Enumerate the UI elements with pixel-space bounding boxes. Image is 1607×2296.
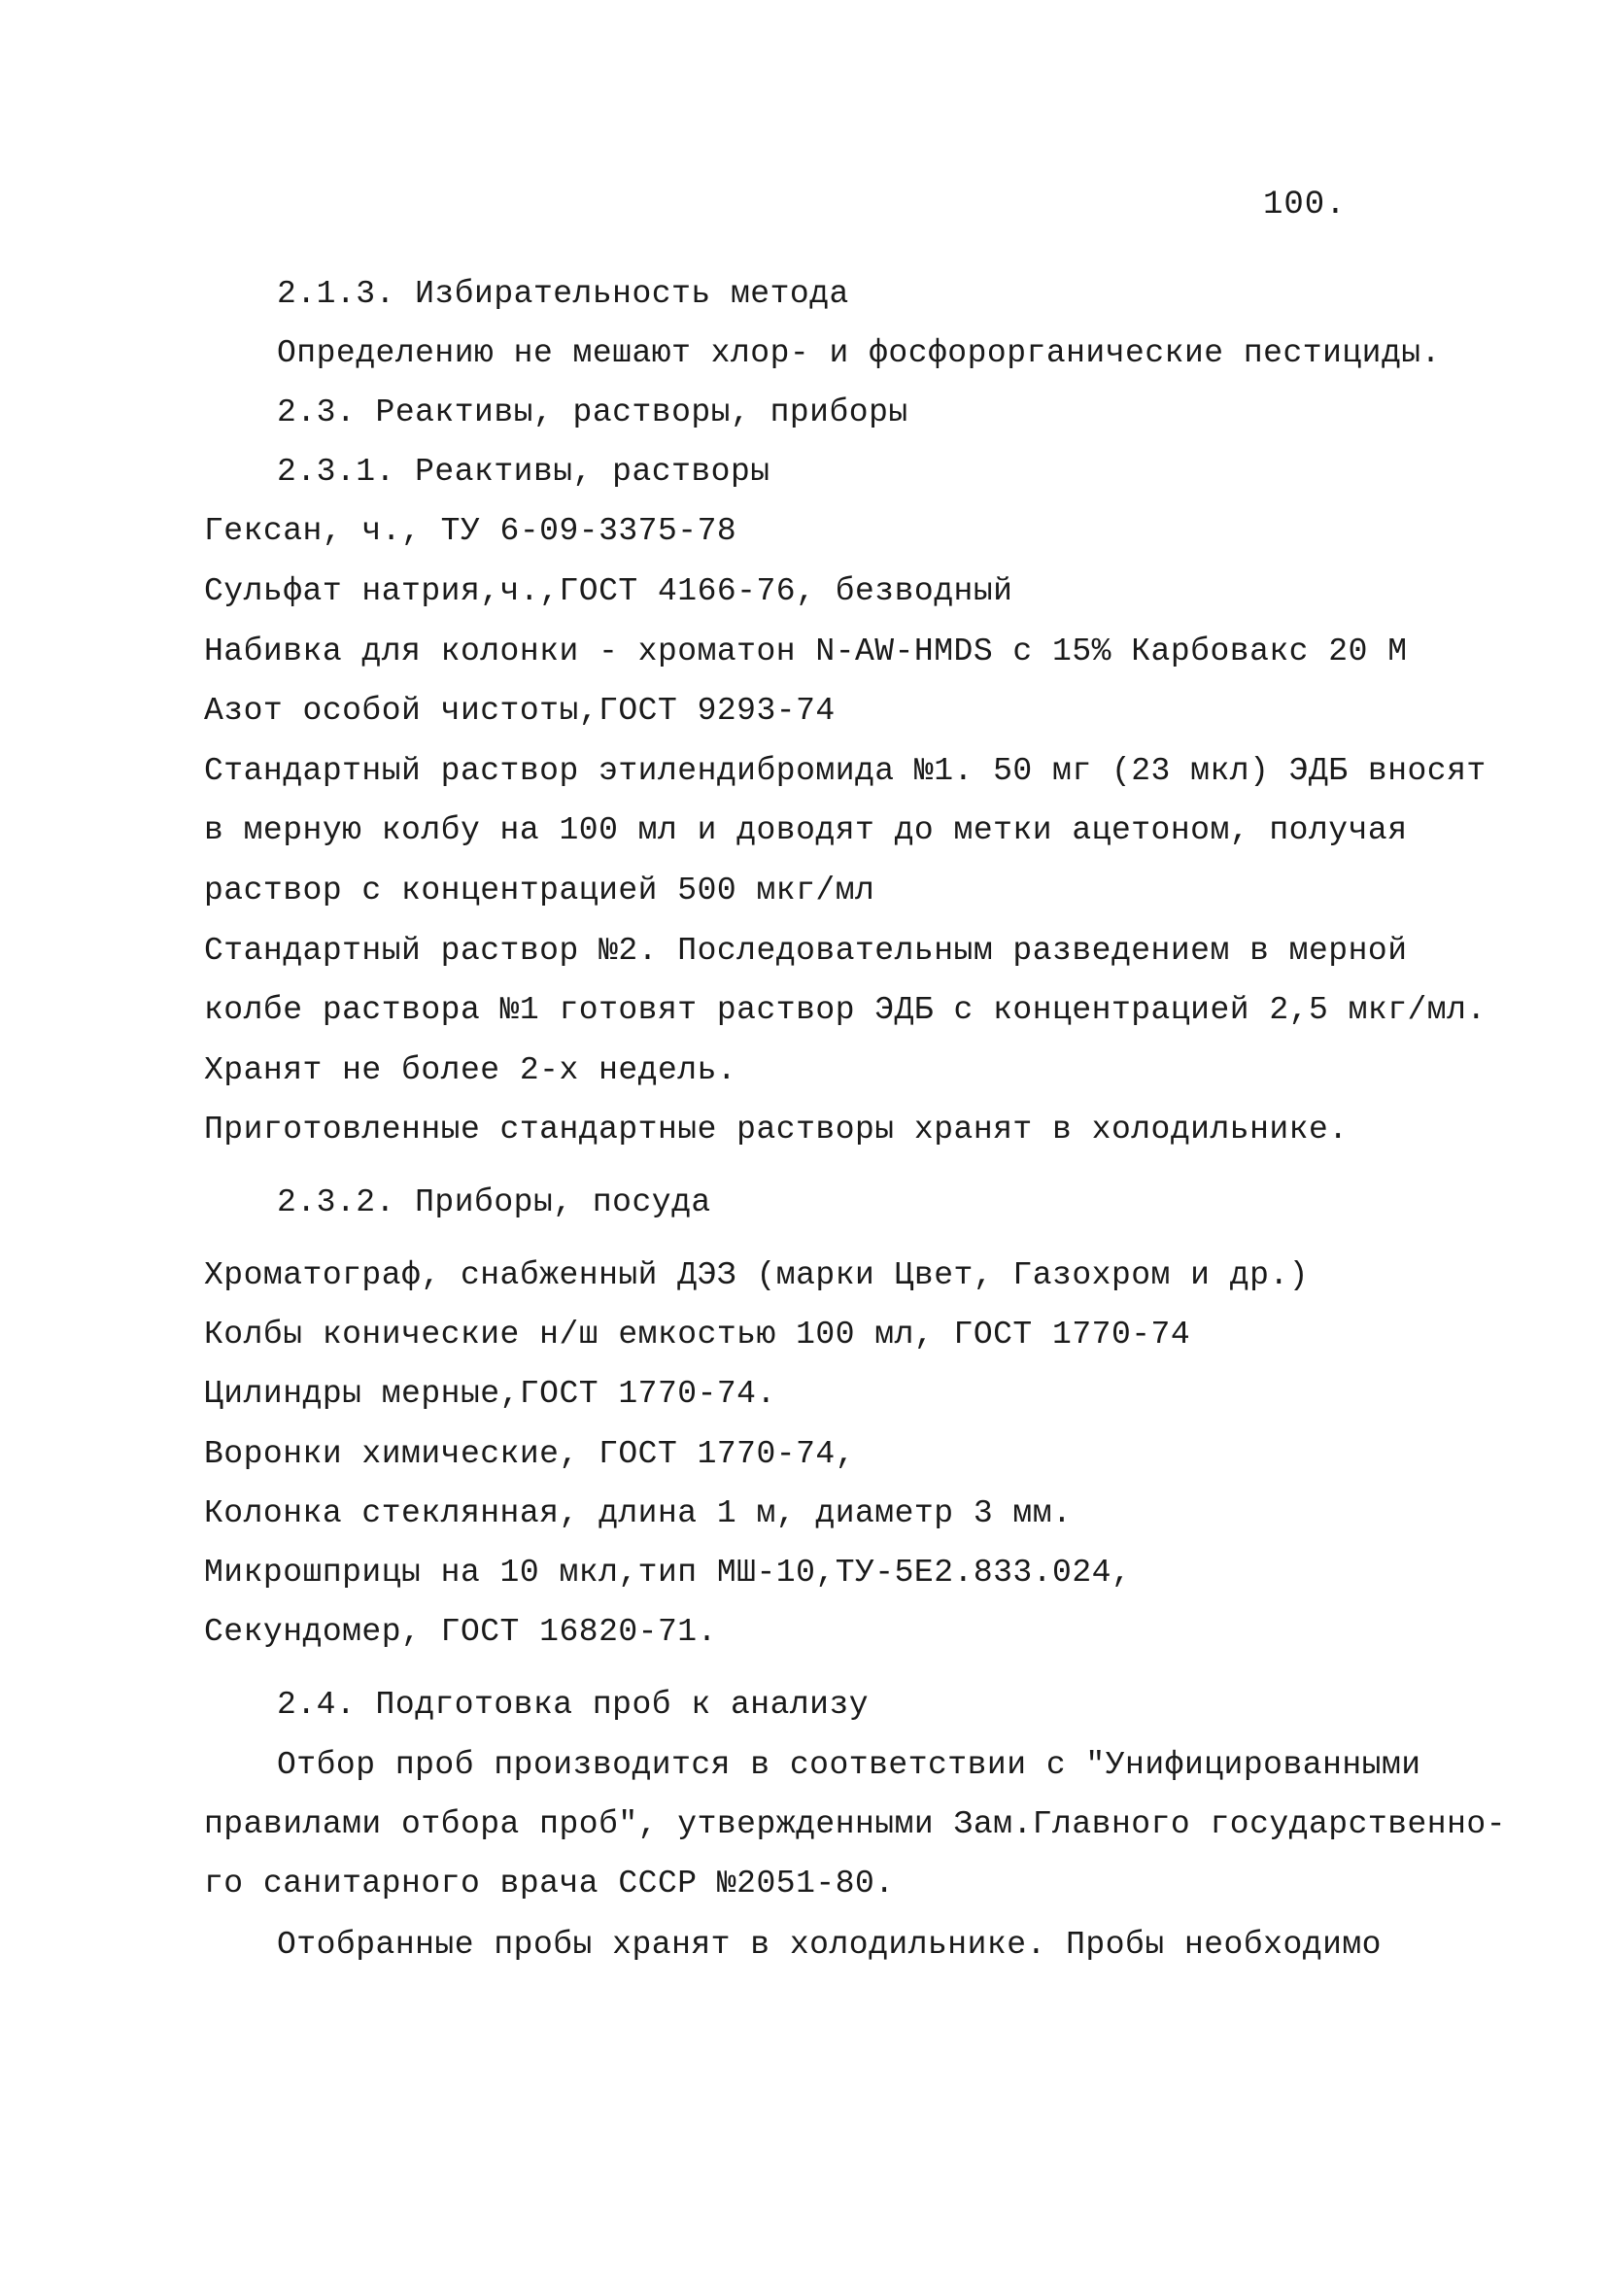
equipment-line: Микрошприцы на 10 мкл,тип МШ-10,ТУ-5Е2.833.024, xyxy=(204,1555,1132,1591)
paragraph-line: Отбор проб производится в соответствии с "Унифицированными xyxy=(277,1747,1421,1783)
section-heading-2-1-3: 2.1.3. Избирательность метода xyxy=(277,276,849,312)
section-heading-2-3-1: 2.3.1. Реактивы, растворы xyxy=(277,454,770,490)
paragraph-line: го санитарного врача СССР №2051-80. xyxy=(204,1866,895,1902)
reagent-line: Азот особой чистоты,ГОСТ 9293-74 xyxy=(204,693,836,729)
paragraph-line: правилами отбора проб", утвержденными Зам.Главного государственно- xyxy=(204,1806,1507,1842)
paragraph-line: раствор с концентрацией 500 мкг/мл xyxy=(204,873,875,908)
reagent-line: Набивка для колонки - хроматон N-AW-HMDS с 15% Карбовакс 20 М xyxy=(204,634,1408,669)
section-heading-2-3-2: 2.3.2. Приборы, посуда xyxy=(277,1184,711,1220)
paragraph-line: Отобранные пробы хранят в холодильнике. Пробы необходимо xyxy=(277,1927,1382,1963)
page-number: 100. xyxy=(1263,187,1347,223)
equipment-line: Хроматограф, снабженный ДЭЗ (марки Цвет, Газохром и др.) xyxy=(204,1257,1309,1293)
paragraph-line: Стандартный раствор этилендибромида №1. 50 мг (23 мкл) ЭДБ вносят xyxy=(204,753,1487,789)
equipment-line: Воронки химические, ГОСТ 1770-74, xyxy=(204,1436,856,1472)
paragraph-line: Приготовленные стандартные растворы хранят в холодильнике. xyxy=(204,1112,1349,1148)
equipment-line: Колбы конические н/ш емкостью 100 мл, ГОСТ 1770-74 xyxy=(204,1317,1191,1353)
paragraph-line: Стандартный раствор №2. Последовательным разведением в мерной xyxy=(204,933,1408,969)
paragraph-line: в мерную колбу на 100 мл и доводят до метки ацетоном, получая xyxy=(204,812,1408,848)
equipment-line: Колонка стеклянная, длина 1 м, диаметр 3 мм. xyxy=(204,1495,1073,1531)
paragraph-line: Хранят не более 2-х недель. xyxy=(204,1052,737,1088)
reagent-line: Сульфат натрия,ч.,ГОСТ 4166-76, безводный xyxy=(204,573,1013,609)
section-heading-2-4: 2.4. Подготовка проб к анализу xyxy=(277,1687,870,1723)
equipment-line: Секундомер, ГОСТ 16820-71. xyxy=(204,1614,717,1650)
section-heading-2-3: 2.3. Реактивы, растворы, приборы xyxy=(277,394,908,430)
paragraph-line: колбе раствора №1 готовят раствор ЭДБ с концентрацией 2,5 мкг/мл. xyxy=(204,992,1487,1028)
paragraph-line: Определению не мешают хлор- и фосфорорганические пестициды. xyxy=(277,335,1441,371)
reagent-line: Гексан, ч., ТУ 6-09-3375-78 xyxy=(204,513,737,549)
equipment-line: Цилиндры мерные,ГОСТ 1770-74. xyxy=(204,1376,776,1412)
